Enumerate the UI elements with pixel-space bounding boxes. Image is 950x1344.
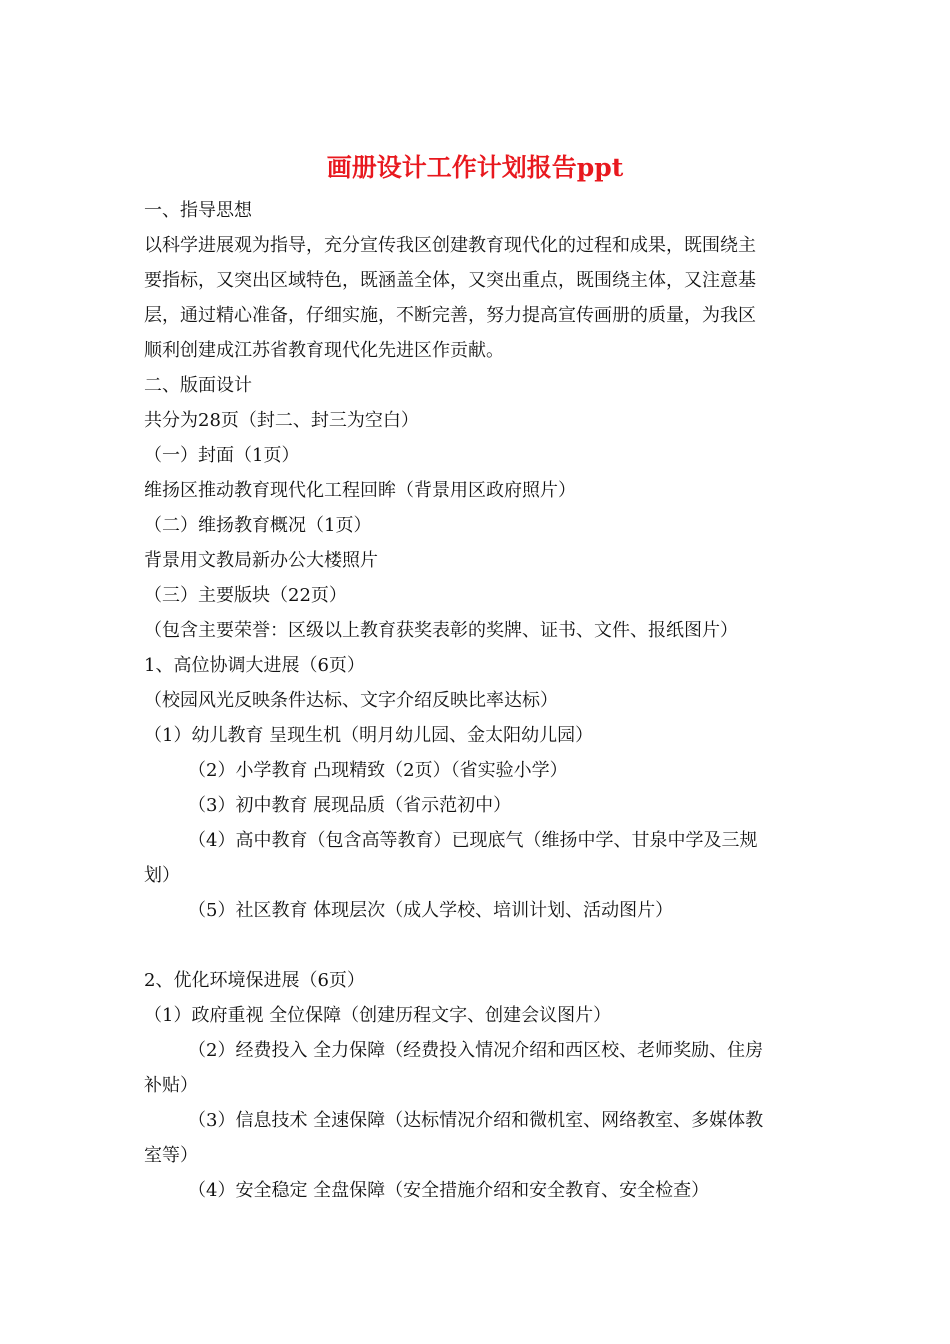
document-title: 画册设计工作计划报告ppt [326, 153, 624, 182]
section-heading-1: 一、指导思想 [144, 200, 252, 221]
document-body [144, 193, 804, 1208]
list-item: （4）安全稳定 全盘保障（安全措施介绍和安全教育、安全检查） [188, 1180, 710, 1201]
list-item: （3）初中教育 展现品质（省示范初中） [188, 795, 512, 816]
section-heading-2: 二、版面设计 [144, 375, 252, 396]
list-heading: 1、高位协调大进展（6页） [144, 655, 365, 676]
list-item: （2）经费投入 全力保障（经费投入情况介绍和西区校、老师奖励、住房 [188, 1040, 764, 1061]
paragraph-line: （包含主要荣誉：区级以上教育获奖表彰的奖牌、证书、文件、报纸图片） [144, 620, 738, 641]
list-item: （2）小学教育 凸现精致（2页）（省实验小学） [188, 760, 568, 781]
paragraph-line: 顺利创建成江苏省教育现代化先进区作贡献。 [144, 340, 504, 361]
blank-line [144, 928, 804, 963]
subsection-heading: （二）维扬教育概况（1页） [144, 515, 372, 536]
paragraph-line: 背景用文教局新办公大楼照片 [144, 550, 378, 571]
paragraph-line: 以科学进展观为指导，充分宣传我区创建教育现代化的过程和成果，既围绕主 [144, 235, 756, 256]
list-item-continued: 室等） [144, 1145, 198, 1166]
list-item: （5）社区教育 体现层次（成人学校、培训计划、活动图片） [188, 900, 674, 921]
paragraph-line: 共分为28页（封二、封三为空白） [144, 410, 419, 431]
paragraph-line: 维扬区推动教育现代化工程回眸（背景用区政府照片） [144, 480, 576, 501]
list-item: （4）高中教育（包含高等教育）已现底气（维扬中学、甘泉中学及三规 [188, 830, 758, 851]
subsection-heading: （三）主要版块（22页） [144, 585, 347, 606]
list-item-continued: 划） [144, 865, 180, 886]
paragraph-line: 层，通过精心准备，仔细实施，不断完善，努力提高宣传画册的质量，为我区 [144, 305, 756, 326]
list-heading: 2、优化环境保进展（6页） [144, 970, 365, 991]
paragraph-line: （校园风光反映条件达标、文字介绍反映比率达标） [144, 690, 558, 711]
list-item: （1）政府重视 全位保障（创建历程文字、创建会议图片） [144, 1005, 612, 1026]
list-item-continued: 补贴） [144, 1075, 198, 1096]
list-item: （1）幼儿教育 呈现生机（明月幼儿园、金太阳幼儿园） [144, 725, 594, 746]
paragraph-line: 要指标，又突出区域特色，既涵盖全体，又突出重点，既围绕主体，又注意基 [144, 270, 756, 291]
subsection-heading: （一）封面（1页） [144, 445, 300, 466]
list-item: （3）信息技术 全速保障（达标情况介绍和微机室、网络教室、多媒体教 [188, 1110, 764, 1131]
